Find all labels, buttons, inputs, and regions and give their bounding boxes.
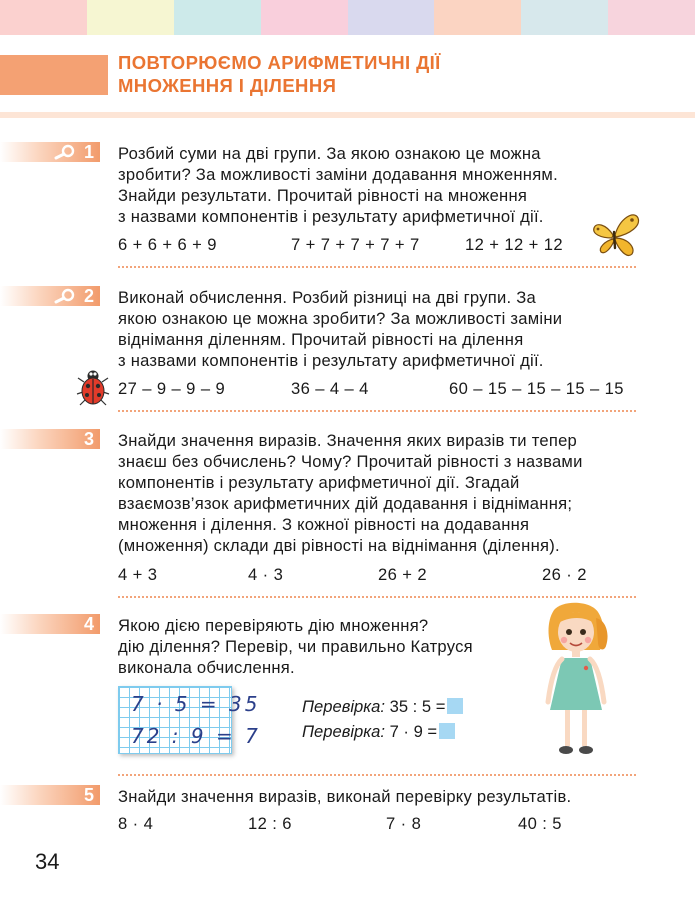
answer-box bbox=[439, 723, 455, 739]
title-bar bbox=[0, 55, 108, 95]
notebook-grid bbox=[118, 686, 261, 754]
check-line bbox=[302, 722, 455, 742]
handwritten-equation: 7 · 5 = 35 bbox=[131, 692, 261, 716]
top-stripes bbox=[0, 0, 695, 35]
task-1-text bbox=[118, 143, 643, 227]
stripe bbox=[521, 0, 608, 35]
text-line: компонентів і результату арифметичної дії. Згадай bbox=[118, 473, 520, 492]
task-2-text bbox=[118, 287, 643, 371]
text-line: Знайди значення виразів. Значення яких виразів ти тепер bbox=[118, 431, 578, 450]
butterfly-illustration bbox=[588, 210, 640, 260]
expression: 27 – 9 – 9 – 9 bbox=[118, 379, 226, 398]
stripe bbox=[608, 0, 695, 35]
task-number: 1 bbox=[83, 142, 94, 162]
dotted-divider bbox=[118, 596, 636, 598]
text-line: Якою дією перевіряють дію множення? bbox=[118, 616, 429, 635]
text-line: з назвами компонентів і результату арифметичної дії. bbox=[118, 207, 544, 226]
title-line-1: ПОВТОРЮЄМО АРИФМЕТИЧНІ ДІЇ bbox=[118, 52, 441, 73]
task-number: 3 bbox=[83, 429, 94, 449]
task-number: 5 bbox=[83, 785, 94, 805]
expression: 4 + 3 bbox=[118, 565, 158, 584]
task-number: 4 bbox=[83, 614, 94, 634]
check-label: Перевірка: bbox=[302, 697, 385, 716]
task-3-number-tab bbox=[0, 429, 100, 449]
check-expression: 7 · 9 = bbox=[389, 722, 438, 741]
magnifier-icon bbox=[53, 144, 77, 160]
expression: 12 : 6 bbox=[248, 814, 292, 833]
dotted-divider bbox=[118, 774, 636, 776]
girl-illustration bbox=[540, 602, 612, 758]
dotted-divider bbox=[118, 410, 636, 412]
check-line bbox=[302, 697, 463, 717]
expression: 8 · 4 bbox=[118, 814, 154, 833]
text-line: зробити? За можливості заміни додавання множенням. bbox=[118, 165, 558, 184]
ladybug-illustration bbox=[76, 368, 110, 408]
page-number: 34 bbox=[35, 849, 60, 874]
title-underline bbox=[0, 112, 695, 118]
stripe bbox=[261, 0, 348, 35]
check-label: Перевірка: bbox=[302, 722, 385, 741]
dotted-divider bbox=[118, 266, 636, 268]
stripe bbox=[434, 0, 521, 35]
text-line: віднімання діленням. Прочитай рівності на ділення bbox=[118, 330, 524, 349]
task-4-text bbox=[118, 615, 538, 678]
task-number: 2 bbox=[83, 286, 94, 306]
expression: 26 + 2 bbox=[378, 565, 427, 584]
task-1-number-tab bbox=[0, 142, 100, 162]
stripe bbox=[174, 0, 261, 35]
text-line: виконала обчислення. bbox=[118, 658, 295, 677]
text-line: взаємозв’язок арифметичних дій додавання і віднімання; bbox=[118, 494, 573, 513]
expression: 4 · 3 bbox=[248, 565, 284, 584]
stripe bbox=[87, 0, 174, 35]
task-2-number-tab bbox=[0, 286, 100, 306]
text-line: з назвами компонентів і результату арифметичної дії. bbox=[118, 351, 544, 370]
text-line: Виконай обчислення. Розбий різниці на дві групи. За bbox=[118, 288, 536, 307]
text-line: Знайди результати. Прочитай рівності на множення bbox=[118, 186, 528, 205]
page-title bbox=[118, 51, 678, 97]
expression: 26 · 2 bbox=[542, 565, 587, 584]
expression: 36 – 4 – 4 bbox=[291, 379, 369, 398]
handwritten-equation: 72 : 9 = 7 bbox=[131, 724, 261, 748]
stripe bbox=[348, 0, 435, 35]
expression: 7 · 8 bbox=[386, 814, 422, 833]
text-line: дію ділення? Перевір, чи правильно Катруся bbox=[118, 637, 473, 656]
task-5-text bbox=[118, 786, 643, 807]
magnifier-icon bbox=[53, 288, 77, 304]
expression: 60 – 15 – 15 – 15 – 15 bbox=[449, 379, 624, 398]
text-line: (множення) склади дві рівності на віднімання (ділення). bbox=[118, 536, 560, 555]
text-line: Знайди значення виразів, виконай перевірку результатів. bbox=[118, 787, 572, 806]
text-line: множення і ділення. З кожної рівності на додавання bbox=[118, 515, 530, 534]
text-line: якою ознакою це можна зробити? За можливості заміни bbox=[118, 309, 563, 328]
task-4-number-tab bbox=[0, 614, 100, 634]
answer-box bbox=[447, 698, 463, 714]
stripe bbox=[0, 0, 87, 35]
check-expression: 35 : 5 = bbox=[389, 697, 446, 716]
text-line: знаєш без обчислень? Чому? Прочитай рівності з назвами bbox=[118, 452, 583, 471]
expression: 7 + 7 + 7 + 7 + 7 bbox=[291, 235, 420, 254]
title-line-2: МНОЖЕННЯ І ДІЛЕННЯ bbox=[118, 75, 337, 96]
text-line: Розбий суми на дві групи. За якою ознакою це можна bbox=[118, 144, 541, 163]
task-3-text bbox=[118, 430, 643, 556]
expression: 12 + 12 + 12 bbox=[465, 235, 563, 254]
expression: 6 + 6 + 6 + 9 bbox=[118, 235, 217, 254]
expression: 40 : 5 bbox=[518, 814, 562, 833]
task-5-number-tab bbox=[0, 785, 100, 805]
